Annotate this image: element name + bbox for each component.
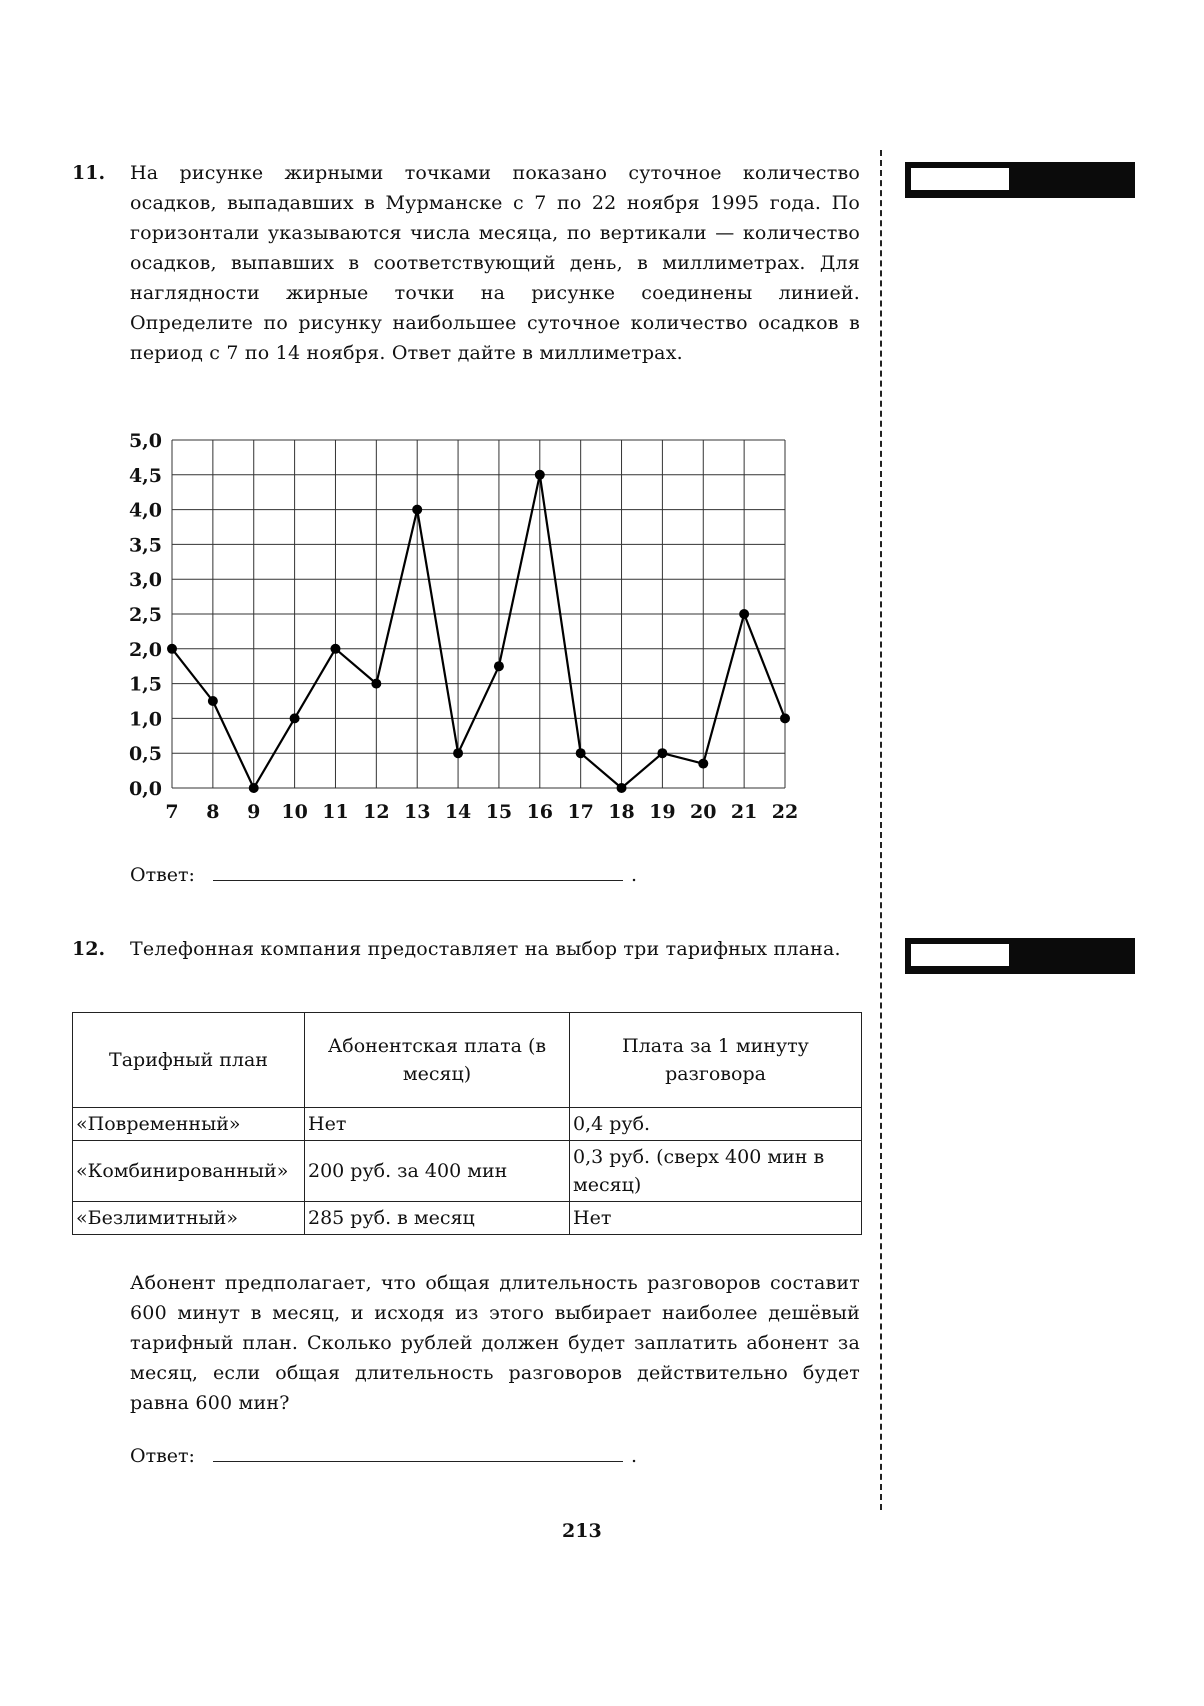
- answer-box-slot[interactable]: [911, 168, 1009, 190]
- x-tick-label: 20: [690, 801, 717, 823]
- x-tick-label: 19: [649, 801, 676, 823]
- page-number: 213: [562, 1520, 602, 1542]
- x-tick-label: 14: [444, 801, 472, 823]
- task-12-text: Телефонная компания предоставляет на выбор три тарифных плана.: [130, 938, 841, 960]
- data-point: [208, 696, 218, 706]
- table-cell: 285 руб. в месяц: [305, 1202, 570, 1235]
- y-tick-label: 0,5: [128, 743, 162, 766]
- answer-dot: .: [630, 1445, 637, 1467]
- y-tick-label: 0,0: [128, 778, 162, 800]
- table-row: [73, 1202, 862, 1235]
- task-11-number: 11.: [72, 162, 106, 184]
- answer-label: Ответ:: [130, 864, 195, 886]
- table-header-row: [73, 1013, 862, 1108]
- table-header: Абонентская плата (в месяц): [305, 1013, 570, 1108]
- answer-box-task-11: [905, 162, 1135, 198]
- data-point: [780, 713, 790, 723]
- task-11-answer: [130, 862, 637, 886]
- answer-box-task-12: [905, 938, 1135, 974]
- answer-box-slot[interactable]: [911, 944, 1009, 966]
- x-tick-label: 7: [165, 801, 179, 823]
- table-cell: Нет: [570, 1202, 862, 1235]
- y-tick-label: 3,0: [128, 569, 162, 592]
- table-cell: «Повременный»: [73, 1108, 305, 1141]
- x-tick-label: 22: [771, 801, 799, 823]
- x-tick-label: 13: [403, 801, 431, 823]
- y-tick-label: 2,5: [128, 604, 162, 626]
- margin-cut-line: [880, 150, 882, 1510]
- table-cell: «Безлимитный»: [73, 1202, 305, 1235]
- x-tick-label: 8: [206, 801, 220, 823]
- data-point: [330, 644, 340, 654]
- answer-dot: .: [630, 864, 637, 886]
- table-cell: 0,4 руб.: [570, 1108, 862, 1141]
- data-point: [249, 783, 259, 793]
- x-tick-label: 15: [485, 801, 513, 823]
- series-line: [172, 475, 785, 788]
- task-12-answer: [130, 1443, 637, 1467]
- table-cell: 200 руб. за 400 мин: [305, 1141, 570, 1202]
- x-tick-label: 17: [567, 801, 594, 823]
- x-tick-label: 21: [730, 801, 758, 823]
- table-cell: 0,3 руб. (сверх 400 мин в месяц): [570, 1141, 862, 1202]
- table-cell: «Комбинированный»: [73, 1141, 305, 1202]
- answer-input-line[interactable]: [213, 862, 623, 881]
- data-point: [657, 748, 667, 758]
- y-tick-label: 1,0: [128, 708, 162, 731]
- y-tick-label: 2,0: [128, 638, 162, 661]
- x-tick-label: 9: [247, 801, 261, 823]
- y-tick-label: 1,5: [128, 673, 162, 696]
- precipitation-chart: [110, 420, 830, 830]
- data-point: [576, 748, 586, 758]
- table-row: [73, 1108, 862, 1141]
- y-tick-label: 3,5: [128, 534, 162, 557]
- task-12-question: Абонент предполагает, что общая длительность разговоров составит 600 минут в месяц, и исходя из этого выбирает наиболее дешёвый тарифный план. Сколько рублей должен будет заплатить абонент за месяц, если общая длительность разговоров действительно будет равна 600 мин?: [130, 1272, 860, 1414]
- table-cell: Нет: [305, 1108, 570, 1141]
- task-12-number: 12.: [72, 938, 106, 960]
- data-point: [167, 644, 177, 654]
- tariff-table: [72, 1012, 862, 1235]
- data-point: [698, 759, 708, 769]
- data-point: [290, 713, 300, 723]
- x-tick-label: 10: [281, 801, 308, 823]
- task-11-text: На рисунке жирными точками показано суточное количество осадков, выпадавших в Мурманске с 7 по 22 ноября 1995 года. По горизонтали указываются числа месяца, по вертикали — количество осадков, выпавших в соответствующий день, в миллиметрах. Для наглядности жирные точки на рисунке соединены линией. Определите по рисунку наибольшее суточное количество осадков в период с 7 по 14 ноября. Ответ дайте в миллиметрах.: [130, 162, 860, 364]
- answer-label: Ответ:: [130, 1445, 195, 1467]
- data-point: [617, 783, 627, 793]
- data-point: [535, 470, 545, 480]
- y-tick-label: 4,5: [128, 464, 162, 487]
- x-tick-label: 12: [363, 801, 390, 823]
- table-header: Плата за 1 минуту разговора: [570, 1013, 862, 1108]
- data-point: [453, 748, 463, 758]
- x-tick-label: 16: [526, 801, 554, 823]
- table-header: Тарифный план: [73, 1013, 305, 1108]
- y-tick-label: 4,0: [128, 499, 162, 522]
- x-tick-label: 11: [322, 801, 349, 823]
- data-point: [494, 661, 504, 671]
- table-row: [73, 1141, 862, 1202]
- x-tick-label: 18: [608, 801, 635, 823]
- data-point: [412, 505, 422, 515]
- data-point: [371, 679, 381, 689]
- answer-input-line[interactable]: [213, 1443, 623, 1462]
- y-tick-label: 5,0: [128, 430, 162, 452]
- data-point: [739, 609, 749, 619]
